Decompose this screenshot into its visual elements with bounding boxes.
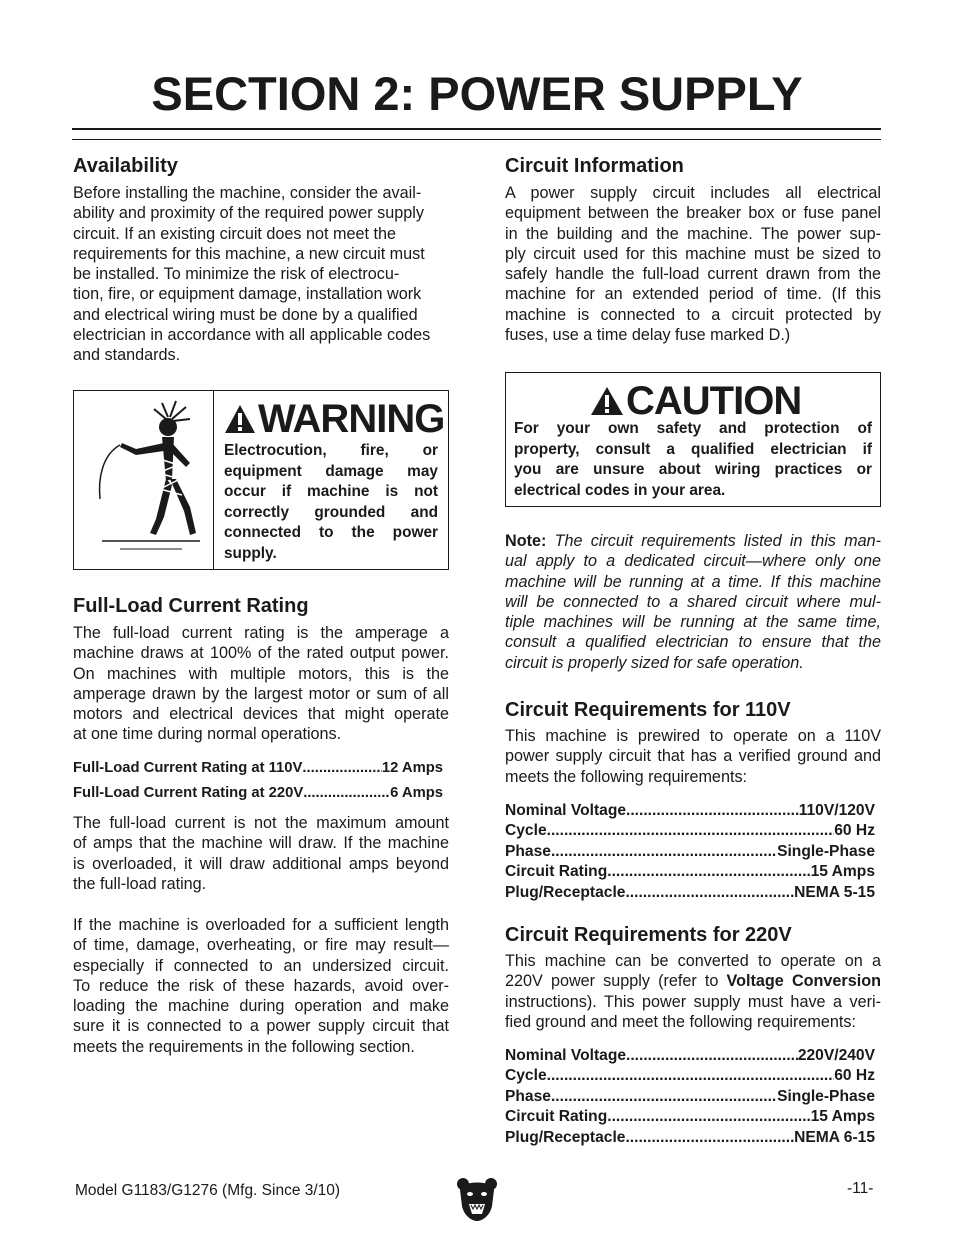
- circuit-info-heading: Circuit Information: [505, 155, 684, 177]
- full-load-body-2: [73, 813, 449, 894]
- page-title: SECTION 2: POWER SUPPLY: [151, 67, 803, 120]
- text-line: especially if connected to an undersized circuit.: [73, 956, 449, 975]
- spec-label: Plug/Receptacle: [505, 1128, 626, 1146]
- circuit-info-body: [505, 183, 881, 345]
- spec-row: [505, 1066, 875, 1086]
- text-line: electrician in accordance with all applicable codes: [73, 326, 431, 345]
- caution-label: CAUTION: [626, 379, 802, 423]
- voltage-conversion-ref: Voltage Conversion: [726, 972, 881, 991]
- spec-row: [505, 821, 875, 841]
- spec-row: [505, 1107, 875, 1127]
- spec-label: Phase: [505, 842, 551, 860]
- electrocution-figure-icon: [96, 399, 206, 559]
- req220-specs: [505, 1046, 875, 1148]
- text-line: motors and electrical devices that might operate: [73, 705, 449, 724]
- text-line: If the machine is overloaded for a sufficient length: [73, 916, 449, 934]
- text-line: safely handle the full-load current drawn from the: [505, 265, 881, 284]
- text-line: the full-load rating.: [73, 874, 207, 893]
- footer-page-number: -11-: [847, 1180, 874, 1197]
- req110-specs: [505, 801, 875, 903]
- text-line: of time, damage, overheating, or fire may result—: [73, 936, 449, 955]
- leader-dots: [303, 781, 390, 806]
- note-text: ual apply to a dedicated circuit—where only one: [505, 552, 881, 571]
- full-load-ratings: [73, 756, 443, 805]
- spec-label: Nominal Voltage: [505, 1047, 627, 1064]
- leader-dots: [607, 862, 810, 882]
- warning-line: equipment damage may: [224, 462, 438, 480]
- warning-line: correctly grounded and: [224, 503, 438, 521]
- text-line: amperage drawn by the largest motor or sum of all: [73, 684, 449, 703]
- text-line: be installed. To minimize the risk of electrocu-: [73, 265, 400, 284]
- caution-triangle-icon: [590, 385, 624, 417]
- text-line: instructions). This power supply must have a veri-: [505, 992, 881, 1011]
- leader-dots: [625, 883, 794, 903]
- spec-label: Nominal Voltage: [505, 802, 627, 819]
- warning-line: Electrocution, fire, or: [224, 442, 438, 459]
- text-line: ply circuit used for this machine must be sized to: [505, 244, 881, 263]
- caution-header: [590, 381, 801, 421]
- leader-dots: [626, 1046, 798, 1066]
- warning-line: occur if machine is not: [224, 483, 438, 500]
- warning-header: [224, 399, 444, 439]
- req110-body: [505, 726, 881, 787]
- rating-value: 6 Amps: [390, 784, 443, 801]
- text-line: machine draws at 100% of the rated output power.: [73, 644, 449, 663]
- text-span: 220V power supply (refer to: [505, 972, 727, 991]
- text-line: The full-load current rating is the amperage a: [73, 624, 449, 642]
- text-line: requirements for this machine, a new circuit must: [73, 244, 425, 263]
- full-load-body-3: [73, 915, 449, 1057]
- warning-box: [73, 390, 449, 570]
- spec-value: NEMA 5-15: [794, 883, 875, 901]
- note-line: [505, 632, 881, 652]
- req220-heading: Circuit Requirements for 220V: [505, 924, 792, 946]
- full-load-heading: Full-Load Current Rating: [73, 595, 309, 617]
- note-line: [505, 551, 881, 571]
- note-text: tiple machines will be running at the same time,: [505, 613, 881, 632]
- spec-value: Single-Phase: [777, 842, 875, 860]
- text-line: and standards.: [73, 346, 181, 365]
- text-line: power supply circuit that has a verified ground and: [505, 747, 881, 766]
- rating-label: Full-Load Current Rating at 220V: [73, 784, 304, 801]
- spec-row: [505, 1046, 875, 1066]
- warning-triangle-icon: [224, 403, 256, 435]
- text-line: On machines with multiple motors, this is the: [73, 664, 449, 683]
- warning-line: supply.: [224, 544, 277, 562]
- spec-value: 110V/120V: [798, 802, 875, 819]
- spec-row: [505, 842, 875, 862]
- availability-heading: Availability: [73, 155, 178, 177]
- note-label: Note:: [505, 532, 547, 550]
- text-line: loading the machine during operation and make: [73, 997, 449, 1016]
- spec-row: [505, 862, 875, 882]
- req110-heading: Circuit Requirements for 110V: [505, 699, 791, 721]
- leader-dots: [625, 1128, 794, 1148]
- availability-body: [73, 183, 449, 366]
- text-line: This machine can be converted to operate on a: [505, 952, 881, 970]
- text-line: equipment between the breaker box or fuse panel: [505, 204, 881, 223]
- leader-dots: [302, 756, 381, 781]
- spec-value: 220V/240V: [797, 1047, 875, 1064]
- warning-label: WARNING: [258, 397, 445, 441]
- note-text: will be connected to a shared circuit where mul-: [505, 592, 881, 611]
- rating-label: Full-Load Current Rating at 110V: [73, 760, 303, 776]
- text-line: [505, 971, 881, 991]
- title-rule-thin: [72, 139, 881, 140]
- note-block: [505, 531, 881, 673]
- note-text: circuit is properly sized for safe operation.: [505, 653, 804, 672]
- spec-value: Single-Phase: [777, 1087, 875, 1105]
- note-line: [505, 612, 881, 632]
- spec-value: 15 Amps: [810, 1108, 875, 1126]
- warning-divider: [213, 391, 214, 569]
- text-line: machine is connected to a circuit protected by: [505, 305, 881, 324]
- text-line: tion, fire, or equipment damage, installation work: [73, 285, 422, 304]
- warning-line: connected to the power: [224, 524, 438, 541]
- caution-line: For your own safety and protection of: [514, 420, 872, 437]
- text-line: meets the following requirements:: [505, 767, 748, 786]
- spec-value: 60 Hz: [834, 1067, 875, 1085]
- text-line: This machine is prewired to operate on a 110V: [505, 727, 881, 745]
- spec-label: Circuit Rating: [505, 1108, 608, 1126]
- text-line: A power supply circuit includes all electrical: [505, 184, 881, 202]
- rating-row-110v: [73, 756, 443, 781]
- text-line: sure it is connected to a power supply circuit that: [73, 1017, 449, 1036]
- note-text: consult a qualified electrician to ensure that the: [505, 633, 881, 652]
- caution-box: [505, 372, 881, 507]
- spec-label: Cycle: [505, 822, 547, 840]
- text-line: meets the requirements in the following section.: [73, 1037, 415, 1056]
- note-line-first: [505, 531, 881, 551]
- spec-value: 60 Hz: [834, 822, 875, 840]
- note-text: The circuit requirements listed in this man-: [554, 532, 881, 550]
- leader-dots: [626, 801, 799, 821]
- text-line: of amps that the machine will draw. If the machine: [73, 834, 449, 853]
- spec-label: Cycle: [505, 1067, 547, 1085]
- note-line: [505, 592, 881, 612]
- text-line: at one time during normal operations.: [73, 725, 342, 744]
- text-line: fuses, use a time delay fuse marked D.): [505, 326, 791, 345]
- text-line: To reduce the risk of these hazards, avoid over-: [73, 976, 449, 995]
- caution-text: [514, 419, 872, 501]
- spec-row: [505, 801, 875, 821]
- footer-model: Model G1183/G1276 (Mfg. Since 3/10): [75, 1182, 341, 1199]
- spec-row: [505, 1087, 875, 1107]
- text-line: fied ground and meet the following requirements:: [505, 1012, 856, 1031]
- text-line: The full-load current is not the maximum amount: [73, 814, 449, 832]
- spec-label: Phase: [505, 1087, 551, 1105]
- note-line: [505, 572, 881, 592]
- text-line: is overloaded, it will draw additional amps beyond: [73, 854, 449, 873]
- leader-dots: [547, 1066, 835, 1086]
- caution-line: you are unsure about wiring practices or: [514, 461, 872, 478]
- bear-logo-icon: [456, 1176, 498, 1222]
- text-line: and electrical wiring must be done by a qualified: [73, 305, 418, 324]
- note-line: [505, 653, 881, 673]
- warning-text: [224, 441, 438, 564]
- text-line: Before installing the machine, consider the avail-: [73, 184, 422, 202]
- text-line: machine for an extended period of time. (If this: [505, 285, 881, 304]
- spec-row: [505, 1128, 875, 1148]
- spec-value: 15 Amps: [810, 863, 875, 881]
- spec-row: [505, 883, 875, 903]
- req220-body: [505, 951, 881, 1032]
- caution-line: property, consult a qualified electrician if: [514, 440, 872, 458]
- leader-dots: [551, 1087, 777, 1107]
- note-text: machine will be running at a time. If this machine: [505, 572, 881, 591]
- spec-label: Plug/Receptacle: [505, 883, 626, 901]
- leader-dots: [551, 842, 777, 862]
- leader-dots: [547, 821, 835, 841]
- text-line: ability and proximity of the required power supply: [73, 204, 424, 223]
- full-load-body-1: [73, 623, 449, 745]
- text-line: circuit. If an existing circuit does not meet the: [73, 224, 396, 243]
- rating-value: 12 Amps: [381, 760, 443, 776]
- rating-row-220v: [73, 781, 443, 806]
- leader-dots: [607, 1107, 810, 1127]
- spec-label: Circuit Rating: [505, 863, 608, 881]
- title-rule-thick: [72, 128, 881, 130]
- spec-value: NEMA 6-15: [794, 1128, 875, 1146]
- caution-line: electrical codes in your area.: [514, 481, 726, 499]
- text-line: in the building and the machine. The power sup-: [505, 224, 881, 243]
